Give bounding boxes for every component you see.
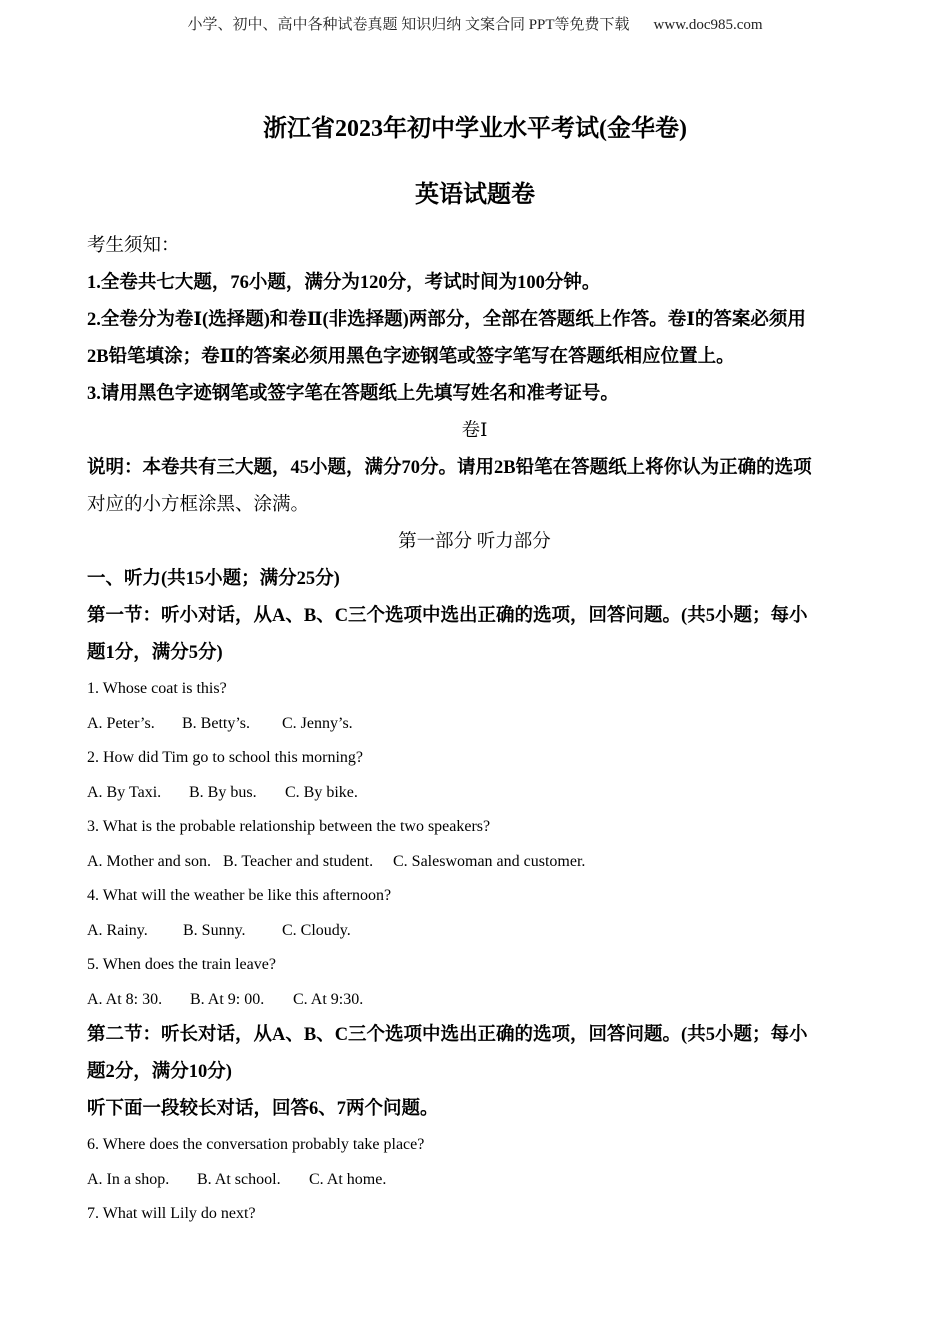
notice-item-3: 3.请用黑色字迹钢笔或签字笔在答题纸上先填写姓名和准考证号。 — [87, 384, 619, 404]
option-a: A. Mother and son. — [87, 852, 211, 870]
question-6-options — [87, 1163, 862, 1198]
option-c: C. At 9:30. — [293, 990, 364, 1008]
option-b: B. Betty’s. — [182, 714, 251, 732]
question-1: 1. Whose coat is this? — [87, 680, 227, 697]
option-a: A. In a shop. — [87, 1170, 170, 1188]
part-1-heading: 第一部分 听力部分 — [398, 532, 551, 552]
header-text: 小学、初中、高中各种试卷真题 知识归纳 文案合同 PPT等免费下载 — [187, 17, 630, 33]
option-b: B. Teacher and student. — [223, 852, 374, 870]
option-b: B. At school. — [197, 1170, 281, 1188]
question-4-options — [87, 914, 862, 949]
question-3: 3. What is the probable relationship between the two speakers? — [87, 818, 491, 835]
option-c: C. Saleswoman and customer. — [393, 852, 586, 870]
header-site: www.doc985.com — [653, 17, 763, 33]
notice-item-2-line-1: 2.全卷分为卷Ⅰ(选择题)和卷Ⅱ(非选择题)两部分，全部在答题纸上作答。卷Ⅰ的答案必须用 — [87, 310, 806, 330]
option-c: C. Cloudy. — [282, 921, 351, 939]
notice-heading: 考生须知： — [87, 236, 180, 256]
option-c: C. By bike. — [285, 783, 358, 801]
sub-section-1-line-1: 第一节：听小对话，从A、B、C三个选项中选出正确的选项，回答问题。(共5小题；每小 — [87, 606, 808, 626]
notice-item-2-line-2: 2B铅笔填涂；卷Ⅱ的答案必须用黑色字迹钢笔或签字笔写在答题纸相应位置上。 — [87, 347, 735, 367]
question-2-options — [87, 776, 862, 811]
sub-section-1-line-2: 题1分，满分5分) — [87, 643, 223, 663]
question-3-options — [87, 845, 862, 880]
volume-1-heading: 卷Ⅰ — [461, 421, 488, 441]
exam-subtitle: 英语试题卷 — [415, 182, 535, 208]
option-a: A. At 8: 30. — [87, 990, 163, 1008]
question-4: 4. What will the weather be like this afternoon? — [87, 887, 392, 904]
exam-content — [87, 228, 862, 1232]
option-b: B. By bus. — [189, 783, 257, 801]
question-1-options — [87, 707, 862, 742]
exam-title: 浙江省2023年初中学业水平考试(金华卷) — [263, 116, 687, 142]
option-c: C. Jenny’s. — [282, 714, 353, 732]
option-a: A. By Taxi. — [87, 783, 162, 801]
sub-section-2-line-1: 第二节：听长对话，从A、B、C三个选项中选出正确的选项，回答问题。(共5小题；每小 — [87, 1025, 808, 1045]
dialog-intro: 听下面一段较长对话，回答6、7两个问题。 — [87, 1099, 439, 1119]
option-a: A. Peter’s. — [87, 714, 155, 732]
volume-1-desc-line-2: 对应的小方框涂黑、涂满。 — [87, 495, 310, 515]
question-2: 2. How did Tim go to school this morning? — [87, 749, 364, 766]
page-header — [0, 13, 950, 34]
question-5: 5. When does the train leave? — [87, 956, 276, 973]
notice-item-1: 1.全卷共七大题，76小题，满分为120分，考试时间为100分钟。 — [87, 273, 601, 293]
option-a: A. Rainy. — [87, 921, 148, 939]
option-b: B. Sunny. — [183, 921, 246, 939]
sub-section-2-line-2: 题2分，满分10分) — [87, 1062, 232, 1082]
question-7: 7. What will Lily do next? — [87, 1205, 256, 1222]
listening-section-title: 一、听力(共15小题；满分25分) — [87, 569, 340, 589]
option-b: B. At 9: 00. — [190, 990, 265, 1008]
option-c: C. At home. — [309, 1170, 387, 1188]
question-6: 6. Where does the conversation probably take place? — [87, 1136, 425, 1153]
volume-1-desc-line-1: 说明：本卷共有三大题，45小题，满分70分。请用2B铅笔在答题纸上将你认为正确的选项 — [87, 458, 812, 478]
question-5-options — [87, 983, 862, 1018]
